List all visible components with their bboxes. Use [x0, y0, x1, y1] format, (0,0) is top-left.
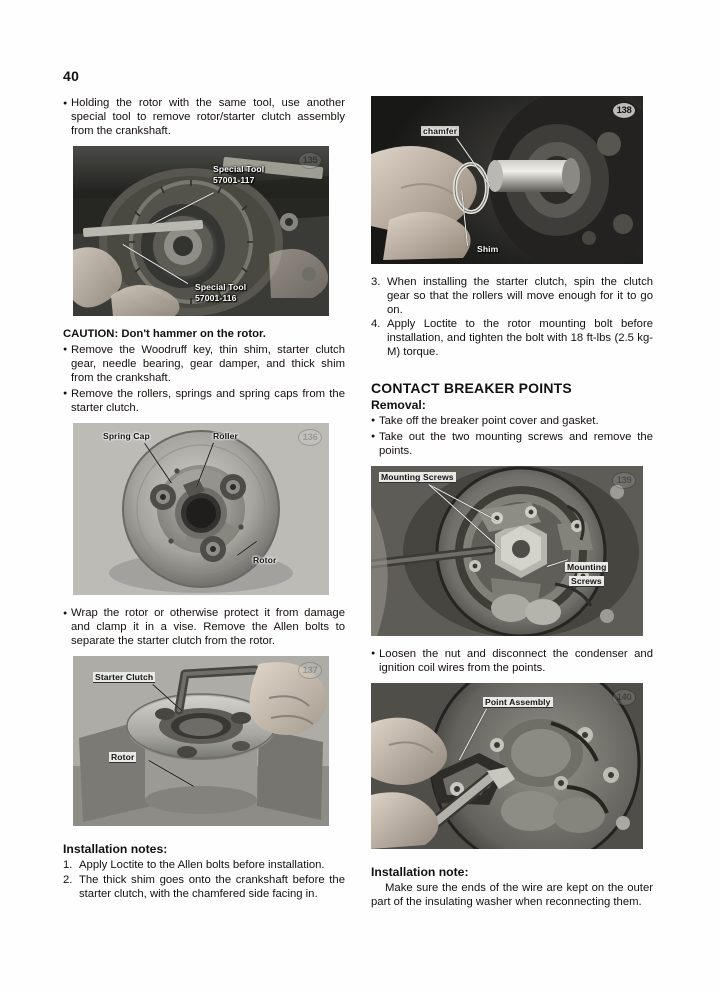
callout-rotor: Rotor	[111, 752, 135, 763]
bullet-remove-rollers: ● Remove the rollers, springs and spring caps from the starter clutch.	[63, 387, 345, 415]
allen-bolt-removal-photo	[73, 656, 329, 826]
installation-note-heading: Installation note:	[371, 865, 469, 880]
intro-bullet: ● Holding the rotor with the same tool, use another special tool to remove rotor/starter clutch assembly from the crankshaft.	[63, 96, 345, 138]
removal-heading: Removal:	[371, 397, 426, 412]
callout-special-tool-116-number: 57001-116	[195, 293, 237, 304]
left-column	[63, 96, 345, 901]
numbered-steps-list	[371, 275, 653, 360]
page-number: 40	[63, 68, 80, 84]
installation-notes-heading: Installation notes:	[63, 842, 168, 857]
bullet-take-off-cover: ● Take off the breaker point cover and gasket.	[371, 414, 653, 428]
callout-special-tool-116-label: Special Tool	[195, 282, 247, 293]
installation-notes-list	[63, 858, 345, 900]
caution-text: CAUTION: Don't hammer on the rotor.	[63, 328, 266, 341]
mounting-screws-illustration	[371, 466, 643, 636]
callout-rotor: Rotor	[253, 555, 277, 566]
starter-clutch-face-photo	[73, 423, 329, 595]
list-text: When installing the starter clutch, spin the clutch gear so that the rollers will move enough for it to go on.	[387, 276, 653, 317]
callout-roller: Roller	[213, 431, 238, 442]
callout-special-tool-117-number: 57001-117	[213, 175, 255, 186]
point-assembly-removal-photo	[371, 683, 643, 849]
shim-chamfer-illustration	[371, 96, 643, 264]
figure-badge: 137	[298, 662, 322, 679]
installation-note-text: Make sure the ends of the wire are kept on the outer part of the insulating washer when reconnecting them.	[371, 882, 653, 909]
breaker-point-mounting-screws-photo	[371, 466, 643, 636]
bullet-loosen-nut: ● Loosen the nut and disconnect the condenser and ignition coil wires from the points.	[371, 647, 653, 675]
list-text: Apply Loctite to the Allen bolts before installation.	[79, 859, 325, 872]
list-item	[371, 275, 653, 317]
list-text: The thick shim goes onto the crankshaft before the starter clutch, with the chamfered side facing in.	[79, 873, 345, 900]
callout-point-assembly: Point Assembly	[485, 697, 551, 708]
list-number: 2.	[63, 873, 73, 886]
list-number: 3.	[371, 276, 381, 288]
callout-spring-cap: Spring Cap	[103, 431, 150, 442]
figure-badge: 138	[612, 102, 636, 119]
callout-shim: Shim	[477, 244, 499, 254]
shim-chamfer-photo	[371, 96, 643, 264]
figure-badge: 139	[612, 472, 636, 489]
section-heading-contact-breaker-points: CONTACT BREAKER POINTS	[371, 379, 572, 396]
bullet-wrap-rotor: ● Wrap the rotor or otherwise protect it from damage and clamp it in a vise. Remove the Allen bolts to separate the starter clutch from the rotor.	[63, 606, 345, 648]
list-item	[371, 317, 653, 359]
figure-badge: 135	[298, 152, 322, 169]
callout-special-tool-117-label: Special Tool	[213, 164, 265, 175]
rotor-starter-clutch-removal-photo	[73, 146, 329, 316]
list-item	[63, 873, 345, 901]
list-number: 4.	[371, 318, 381, 331]
figure-badge: 136	[298, 429, 322, 446]
bullet-remove-woodruff-key: ● Remove the Woodruff key, thin shim, starter clutch gear, needle bearing, gear damper, and thick shim from the crankshaft.	[63, 343, 345, 385]
bullet-take-out-screws: ● Take out the two mounting screws and remove the points.	[371, 430, 653, 458]
starter-clutch-face-illustration	[73, 423, 329, 595]
callout-mounting-label: Mounting	[567, 561, 607, 572]
right-column	[371, 96, 653, 909]
callout-screws-label: Screws	[571, 575, 602, 586]
list-text: Apply Loctite to the rotor mounting bolt before installation, and tighten the bolt with 18 ft-lbs (2.5 kg-M) torque.	[387, 318, 653, 359]
callout-chamfer: chamfer	[423, 126, 458, 136]
list-number: 1.	[63, 859, 73, 872]
callout-mounting-screws-left: Mounting Screws	[381, 471, 454, 482]
list-item	[63, 858, 345, 872]
figure-badge: 140	[612, 689, 636, 706]
callout-starter-clutch: Starter Clutch	[95, 672, 154, 683]
